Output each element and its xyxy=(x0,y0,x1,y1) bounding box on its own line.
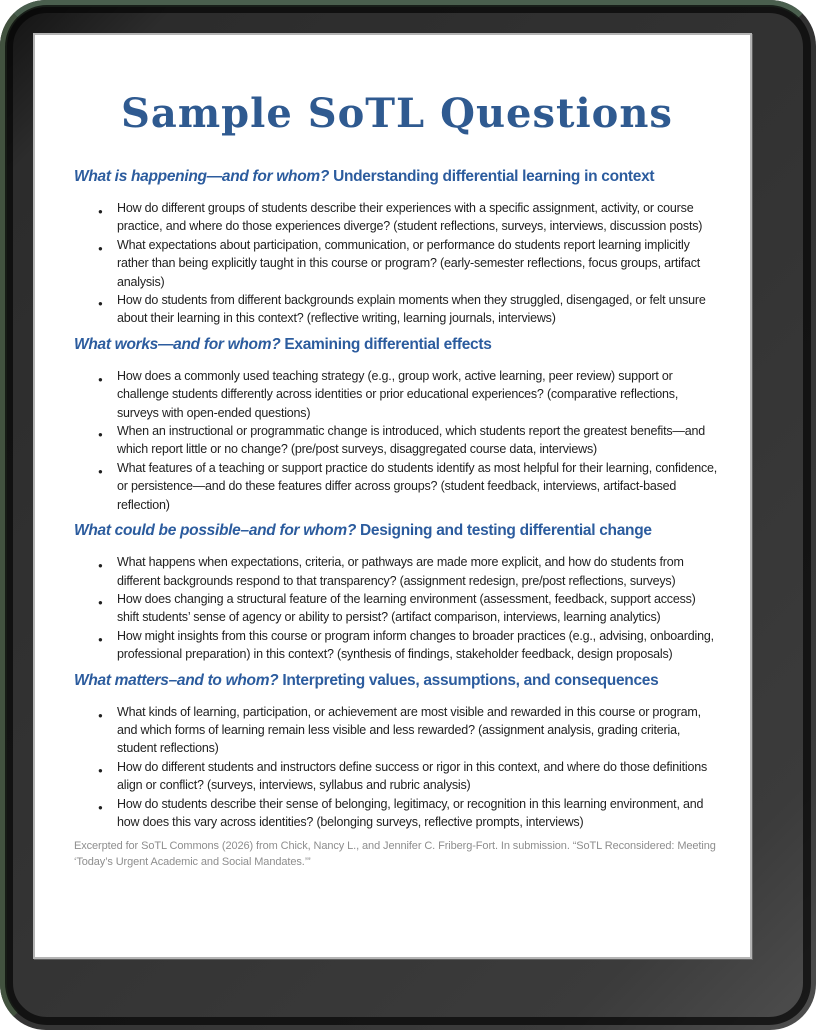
document-page xyxy=(33,33,752,959)
bullet-item: ● What expectations about participation, communication, or performance do students report learning implicitly rather than being explicitly taught in this course or program? (early-semester reflections, focus groups, artifact analysis) xyxy=(117,236,720,291)
bullet-item: ● When an instructional or programmatic change is introduced, which students report the greatest benefits—and which report little or no change? (pre/post surveys, disaggregated course data, interviews) xyxy=(117,422,720,459)
bullet-item: ● How does a commonly used teaching strategy (e.g., group work, active learning, peer review) support or challenge students differently across identities or prior educational experiences? (comparative reflections, surveys with open-ended questions) xyxy=(117,367,720,422)
section-heading-what-could-be-possible xyxy=(74,520,720,541)
section-question: What is happening—and for whom? xyxy=(74,168,330,185)
section-bullet-list xyxy=(74,703,720,832)
document-content xyxy=(35,91,750,870)
section-question: What could be possible–and for whom? xyxy=(74,522,356,540)
section-bullet-list xyxy=(74,199,720,328)
bullet-item: ● How might insights from this course or program inform changes to broader practices (e.g., advising, onboarding, professional preparation) in this context? (synthesis of findings, stakeholder feedback, design proposals) xyxy=(117,627,720,664)
section-question: What works—and for whom? xyxy=(74,335,281,353)
bullet-item: ● What kinds of learning, participation, or achievement are most visible and rewarded in this course or program, and which forms of learning remain less visible and less rewarded? (assignment analysis, grading criteria, student reflections) xyxy=(117,703,720,758)
section-question: What matters–and to whom? xyxy=(74,671,279,689)
section-subtitle: Understanding differential learning in context xyxy=(333,168,655,185)
bullet-item: ● What features of a teaching or support practice do students identify as most helpful for their learning, confidence, or persistence—and do these features differ across groups? (student feedback, interviews, artifact-based reflection) xyxy=(117,459,720,514)
bullet-item: ● How does changing a structural feature of the learning environment (assessment, feedback, support access) shift students’ sense of agency or ability to persist? (artifact comparison, interviews, learning analytics) xyxy=(117,590,720,627)
section-bullet-list xyxy=(74,367,720,514)
bullet-item: ● How do different groups of students describe their experiences with a specific assignment, activity, or course practice, and where do those experiences diverge? (student reflections, surveys, interviews, discussion posts) xyxy=(117,199,720,236)
section-heading-what-is-happening xyxy=(74,166,720,187)
bullet-item: ● How do students describe their sense of belonging, legitimacy, or recognition in this learning environment, and how does this vary across identities? (belonging surveys, reflective prompts, interviews) xyxy=(117,795,720,832)
section-bullet-list xyxy=(74,553,720,663)
section-heading-what-works xyxy=(74,334,720,355)
bullet-item: ● How do different students and instructors define success or rigor in this context, and where do those definitions align or conflict? (surveys, interviews, syllabus and rubric analysis) xyxy=(117,758,720,795)
source-attribution: Excerpted for SoTL Commons (2026) from Chick, Nancy L., and Jennifer C. Friberg-Fort. In submission. “SoTL Reconsidered: Meeting ‘Today’s Urgent Academic and Social Mandates.’” xyxy=(74,840,716,868)
section-subtitle: Designing and testing differential change xyxy=(360,522,652,540)
document-title: Sample SoTL Questions xyxy=(121,90,673,137)
bullet-item: ● What happens when expectations, criteria, or pathways are made more explicit, and how do students from different backgrounds respond to that transparency? (assignment redesign, pre/post reflections, surveys) xyxy=(117,553,720,590)
section-subtitle: Examining differential effects xyxy=(284,335,492,353)
section-subtitle: Interpreting values, assumptions, and consequences xyxy=(282,671,659,689)
bullet-item: ● How do students from different backgrounds explain moments when they struggled, disengaged, or felt unsure about their learning in this context? (reflective writing, learning journals, interviews) xyxy=(117,291,720,328)
section-heading-what-matters xyxy=(74,670,720,691)
